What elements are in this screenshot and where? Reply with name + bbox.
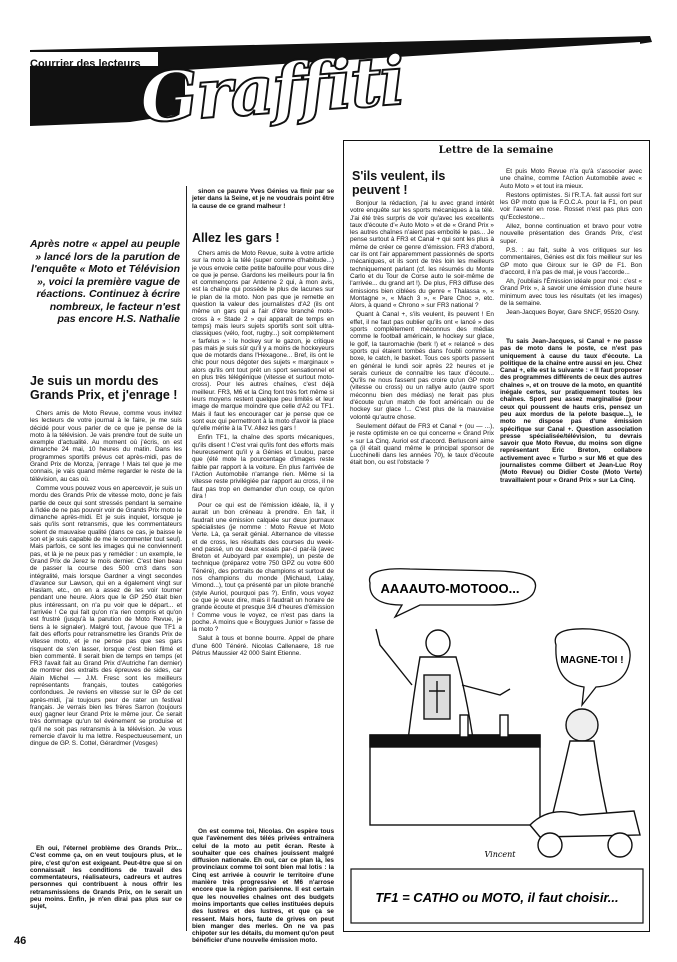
cartoon-reply: MAGNE-TOI ! — [560, 655, 624, 666]
page-title: Graffiti — [137, 40, 407, 140]
letter-of-week-paragraph: Quant à Canal +, s'ils veulent, ils peuvent ! En effet, il ne faut pas oublier qu'ils ont « lancé » des sports complètement méconnus des médias comme le football américain, le hockey sur glace, le golf, la tauromachie (berk !) et « relancé » des sports qui étaient tombés dans l'oubli comme la boxe, le catch, le basket. Tous ces sports passent en général le lundi soir après 22 heures et je serais curieux de connaître les taux d'écoute... Qu'ils ne nous fassent pas croire qu'un GP moto (vitesse ou cross) ou un rallye auto (autre sport méconnu bien des médias) ne ferait pas plus d'écoute qu'un match de foot américain ou de hockey sur glace !... C'est plus de la mauvaise volonté qu'autre chose. — [350, 311, 494, 421]
cartoon-caption-box — [350, 868, 644, 924]
letter2-paragraph: Enfin TF1, la chaîne des sports mécaniques, qu'ils disent ! C'est vrai qu'ils font des efforts mais heureusement qu'il y a Génies et Loulou, parce que (été mote la pourcentage d'images reste faible par rapport à la voiture. En plus l'arrivée de l'Action Automobile n'arrange rien. Même si la vitesse reste privilégiée par rapport au cross, il ne faut pas trop en demander d'un coup, ce qu'on dira ! — [192, 434, 334, 500]
intro-text: Après notre « appel au peuple » lancé lors de la parution de l'enquête « Moto et Télévision », voici la première vague de réactions. Continuez à écrire nombreux, le facteur n'est pas encore H.S. Nathalie — [30, 238, 180, 325]
letter-of-week-title: S'ils veulent, ils peuvent ! — [352, 169, 446, 197]
letter2-top-text: sinon ce pauvre Yves Génies va finir par se jeter dans la Seine, et je ne voudrais point être la cause de ce grand malheur ! — [192, 188, 334, 210]
letter1-reply-text: Eh oui, l'éternel problème des Grands Prix... C'est comme ça, on en veut toujours plus, et le pire, c'est qu'on est exigeant. Peut-être que si on connaissait les conditions de travail des commentateurs, réalisateurs, cadreurs et autres personnes qui contribuent à nous offrir les retransmissions de Grands Prix, on le serait un peu moins. Enfin, je n'en dirai pas plus sur ce sujet, — [30, 845, 182, 911]
letter1-body — [30, 410, 182, 828]
letter-of-week-paragraph: Et puis Moto Revue n'a qu'à s'associer avec une chaîne, comme l'Action Automobile avec « Auto Moto » et tout ira mieux. — [500, 168, 642, 190]
letter-of-week-paragraph: P.S. : au fait, suite à vos critiques sur les commentaires, Génies est dix fois meilleur sur les GP moto que Giroux sur le GP de F1. Bon d'accord, il n'a pas de mal, je vous l'accorde... — [500, 246, 642, 276]
letter-of-week-paragraph: Allez, bonne continuation et bravo pour votre nouvelle présentation des Grands Prix, c'est super. — [500, 223, 642, 245]
letter1-reply — [30, 845, 182, 930]
section-label: Courrier des lecteurs — [30, 58, 141, 70]
cartoon-signature: Vincent — [484, 850, 516, 859]
letter1-reply-continued — [192, 188, 334, 222]
letter2-paragraph: Chers amis de Moto Revue, suite à votre article sur la moto à la télé (super comme d'habitude...) je vous envoie cette petite bafouille pour vous dire ce que je pense. Gardons les meilleurs pour la fin et commençons par Antenne 2 qui, à mon avis, est la chaîne qui possède le plus de lacunes sur le plan de la moto. Non pas que je remette en question la valeur des journalistes d'A2 (ils ont même un gars qui a l'air d'être branché moto-cross à « Stade 2 » qui apparaît de temps en temps) mais leurs sujets sportifs sont soit ultra-classiques (vélo, foot, rugby...) soit complètement « farfelus » : le hockey sur le gazon, je critique pas mais je suis sûr qu'il y a moins de hockeyeurs que de motards dans l'Hexagone... Bref, ils ont le chic pour nous dégoter des sujets « marginaux » alors qu'ils ont tout prêt un sport sensationnel et en plus très télégénique (vitesse et surtout moto-cross). Pour les autres chaînes, c'est déjà meilleur. FR3, M6 et la Cinq font très fort même si leurs moyens restent quelque peu limités et leur image de marque moindre que celle d'A2 ou TF1. Mais il faut les encourager car je pense que ce sont eux qui permettront à la moto d'avoir la place qu'elle mérite à la TV. Allez les gars ! — [192, 250, 334, 433]
letter-of-week-signature: Jean-Jacques Boyer, Gare SNCF, 95520 Osny. — [506, 309, 640, 317]
speech-bubble-reply — [555, 629, 630, 705]
letter2-body — [192, 250, 334, 820]
letter2-title: Allez les gars ! — [192, 231, 280, 245]
cartoon-illustration — [350, 565, 644, 865]
letter2-paragraph: Salut à tous et bonne bourre. Appel de phare d'une 600 Ténéré. Nicolas Callenaere, 18 rue Pétrus Maussier 42 000 Saint Etienne. — [192, 635, 334, 658]
letter-of-week-reply — [500, 338, 642, 563]
letter-of-week-body-continued — [500, 168, 642, 336]
column-rule — [186, 186, 187, 931]
letter-of-week-body — [350, 200, 494, 566]
letter-of-week-paragraph: Restons optimistes. Si l'R.T.A. fait aussi fort sur les GP moto que la F.O.C.A. pour la F1, on peut voir l'avenir en rose. Rosset n'est pas plus con qu'Ecclestone... — [500, 191, 642, 221]
letter2-paragraph: Pour ce qui est de l'émission idéale, là, il y aurait un bon créneau à prendre. En fait, il faudrait une émission calquée sur deux journaux spécialistes (je nomme : Moto Revue et Moto Verte. Là, ça serait génial. Alternance de vitesse et de cross, les résultats des courses du week-end passé, un ou deux essais par-ci par-là (avec Breton et Auboyard par exemple), un peste de technique (préparez votre 750 GPZ ou votre 600 Ténéré), des portraits de champions et surtout de nos champions du monde (Michaud, Lalay, Vimond...), tout ça présenté par un pilote branché (style Auriol, pourquoi pas ?). Enfin, vous voyez ce que je veux dire, mais il faudrait un horaire de grande écoute et presque 3/4 d'heures d'émission ! Comme vous le voyez, ce n'est pas dans la poche. A moins que « Bouygues Junior » fasse de la moto ? — [192, 502, 334, 634]
letter-of-week-paragraph: Ah, j'oubliais l'Émission idéale pour moi : c'est « Grand Prix », à savoir une émission d'une heure minimum avec tous les résultats (et les images) de la semaine. — [500, 278, 642, 308]
letter-of-week-header: Lettre de la semaine — [438, 145, 554, 156]
page-number: 46 — [14, 935, 27, 947]
letter1-paragraph: Comme vous pouvez vous en apercevoir, je suis un mordu des Grands Prix de vitesse moto, donc je fais partie de ceux qui sont stressés pendant la semaine à l'idée de ne pas pouvoir voir de Grands Prix moto le dimanche après-midi. Et je suis inquiet, lorsque je sais qu'ils sont retransmis, que les commentateurs soient de mauvaise qualité (dans ce cas, je baisse le son et je suis capable de me le commenter tout seul). Mais parfois, ce sont les images qui ne conviennent pas, et là je ne peux pas y remédier : un exemple, le Grand Prix de Jerez le mois dernier. C'est bien beau de passer la course des 500 cm3 dans son intégralité, mais lorsque Gardner a vingt secondes d'avance sur Lawson, qui en a également vingt sur Haslam, etc., on en a assez de les voir tourner pendant une heure. Alors que le GP 250 était bien plus intéressant, on n'a pu voir que le départ... et l'arrivée ! Ce qui fait qu'on n'a rien compris et qu'on est frustré (jusqu'à la parution de Moto Revue, je tiens à le signaler). Malgré tout, j'avoue que TF1 a fait des efforts pour retransmettre les Grands Prix de vitesse moto, et je ne pense pas que ses gars risquent de s'en lasser, lorsque c'est bien filmé et bien commenté. Il serait bien de temps en temps (et FR3 l'avait fait au Grand Prix d'Autriche l'an dernier) de montrer des extraits des épreuves de sides, car Alain Michel — J.M. Fresc sont les meilleurs représentants français, toutes catégories confondues. Je reviens en vitesse sur le GP de cet après-midi, j'ai toujours peur de rater un festival français. Je verrais bien les frères Sarron (toujours eux) gagner leur Grand Prix le même jour. Ce serait très dommage qu'un tel événement se produise et qu'il ne soit pas retransmis à la télévision. Je vous remercie d'avoir lu ma lettre. Respectueusement, un dingue de GP. S. Cottel, Gérardmer (Vosges) — [30, 484, 182, 748]
letter2-reply-text: On est comme toi, Nicolas. On espère tous que l'avènement des télés privées entraînera celui de la moto au petit écran. Reste à souhaiter que ces chaînes jouissent malgré diffusion nationale. Eh oui, car ce plan là, les provinciaux comme toi sont bien mal lotis : la Cinq est arrivée à couvrir le territoire d'une manière très progressive et M6 n'arrose encore que la région parisienne. Il est certain que les nouvelles chaînes ont des budgets moins importants que celles instituées depuis des lustres et des lustres, et que ça se ressent. Mais hors, faute de grives on peut bien manger des merles. On ne va pas chipoter sur les détails, du moment qu'on peut bénéficier d'une nouvelle émission moto. — [192, 828, 334, 945]
letter-of-week-paragraph: Bonjour la rédaction, j'ai lu avec grand intérêt votre enquête sur les sports mécaniques à la télé. J'ai été très surpris de voir qu'avec les excellents taux d'écoute d'« Auto Moto » et de « Grand Prix » les autres chaînes n'aient pas emboîté le pas... Je pense surtout à FR3 et Canal + qui sont les plus à même de créer ce genre d'émission. FR3 d'abord, car ils ont l'air apparemment passionnés de sports mécaniques, et ils sont de très loin les meilleurs techniquement parlant (cf. les résumés du Monte Carlo et du Tour de Corse auto le soir-même de l'arrivée... du grand art !). De plus, FR3 diffuse des émissions bien ciblées du genre « Thalassa », « Montagne », « Mach 3 », « Pare Choc », etc. Alors, à quand « Chrono » sur FR3 national ? — [350, 200, 494, 310]
cartoon-caption: TF1 = CATHO ou MOTO, il faut choisir... — [375, 890, 619, 905]
letter1-title: Je suis un mordu des Grands Prix, et j'enrage ! — [30, 374, 178, 402]
letter1-paragraph: Chers amis de Moto Revue, comme vous invitez les lecteurs de votre journal à le faire, je me suis décidé pour vous parler de ce que je pense de la moto à la télévision. Je vais prendre tout de suite un exemple d'actualité. Au moment où j'écris, on est dimanche 24 mai, 10 heures du matin. Dans les programmes sportifs prévus cet après-midi, pas de Grand Prix de Monza, j'enrage ! Mais tel que je me connais, je vais quand même regarder le reste de la télévision, au cas où. — [30, 410, 182, 483]
cartoon-shout: AAAAUTO-MOTOOO... — [380, 581, 520, 596]
letter-of-week-reply-text: Tu sais Jean-Jacques, si Canal + ne passe pas de moto dans le poste, ce n'est pas uniquement à cause du taux d'écoute. La politique de la chaîne entre aussi en jeu. Chez Canal +, elle est la suivante : « Il faut proposer des programmes différents de ceux des autres chaînes », et on trouve de la moto, en quantité inégale certes, sur pratiquement toutes les chaînes. Sport peu assez marginalisé (pour ceux qui poussent de hauts cris, pensez un peu aux mordus de la pelote basque...), le moto ne dispose pas d'une émission spécifique sur Canal +. Question association presse spécialisée/télévision, tu devrais savoir que Moto Revue, du moins son digne représentant Eric Breton, collabore activement avec « Turbo » sur M6 et que des journalistes comme Gilbert et Jean-Luc Roy (Moto Revue) ou Didier Coste (Moto Verte) travaillaient pour « Grand Prix » sur La Cinq. — [500, 338, 642, 484]
letter2-reply — [192, 828, 334, 945]
biker-figure — [530, 709, 640, 857]
letter-of-week-paragraph: Seulement défaut de FR3 et Canal + (ou — ...), je reste optimiste en ce qui concerne « Grand Prix » sur La Cinq. Auriol est d'accord. Berlusconi aime ça (il était quand même le principal sponsor de Lucchinelli dans les années 70), le taux d'écoute était bon, ou est l'obstacle ? — [350, 422, 494, 467]
